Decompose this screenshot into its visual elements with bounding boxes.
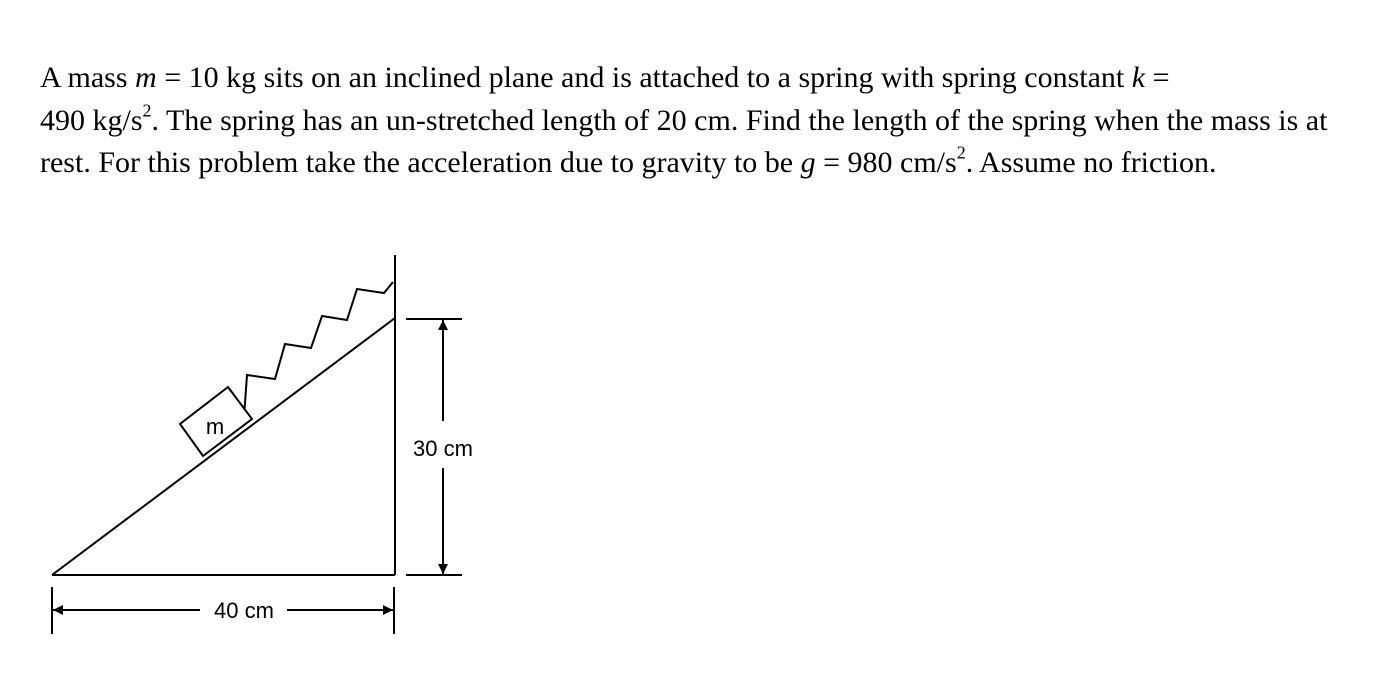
problem-body: . The spring has an un-stretched length of 20 cm. Find the length of the spring when the mass is at rest. For this problem take the acceleration due to gravity to be (40, 103, 1328, 179)
gravity-exponent: 2 (956, 142, 966, 163)
spring (244, 282, 393, 417)
problem-intro: A mass (40, 61, 136, 94)
mass-variable: m (135, 61, 157, 94)
spring-constant-value: 490 kg/s (40, 103, 143, 137)
incline-slope (52, 318, 395, 575)
spring-constant-exponent: 2 (142, 100, 152, 120)
gravity-value: = 980 cm/s (815, 146, 957, 179)
problem-outro: . Assume no friction. (965, 146, 1217, 179)
base-label: 40 cm (214, 598, 274, 623)
spring-constant-equals: = (1145, 61, 1170, 94)
mass-block-label: m (205, 414, 225, 439)
spring-constant-variable: k (1131, 61, 1146, 94)
height-label: 30 cm (413, 436, 473, 461)
mass-value: = 10 kg sits on an inclined plane and is attached to a spring with spring constant (156, 61, 1132, 94)
gravity-variable: g (800, 146, 816, 179)
